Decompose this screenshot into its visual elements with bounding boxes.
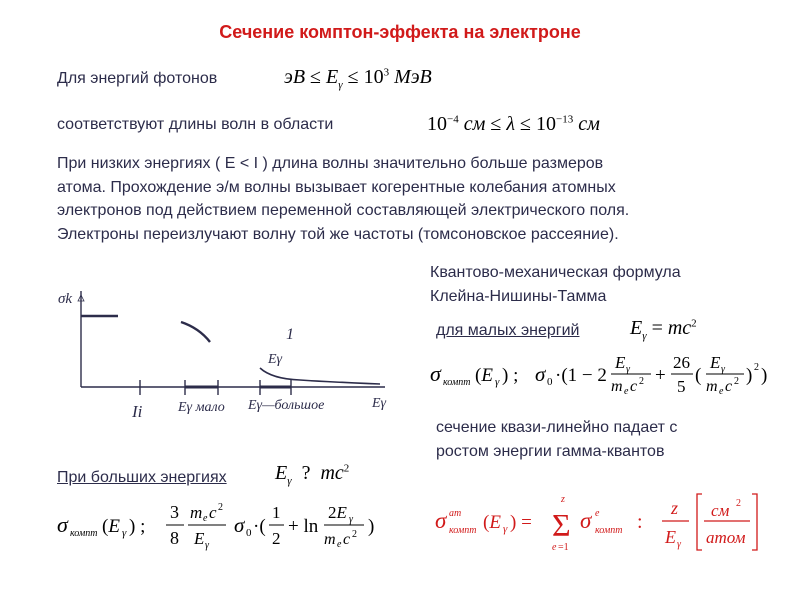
svg-text:z: z [671, 498, 679, 518]
svg-text:σ: σ [435, 508, 447, 533]
svg-text:см: см [711, 501, 730, 520]
cross-section-graph [50, 275, 400, 425]
svg-text:σ: σ [234, 513, 245, 537]
graph-y-label: σk [58, 291, 73, 307]
svg-text:σ: σ [57, 512, 68, 537]
svg-text:m: m [190, 503, 203, 522]
wavelength-range-formula: $10^{-4}$ см ≤ $\lambda \le 10^{-13}$ см [427, 113, 600, 135]
paragraph-line: При низких энергиях ( E < I ) длина волны значительно больше размеров [57, 155, 604, 172]
qm-formula-line: Клейна-Нишины-Тамма [430, 288, 607, 305]
svg-text:) ;: ) ; [502, 365, 519, 386]
svg-text:γ: γ [205, 540, 209, 551]
wavelength-label: соответствуют длины волн в области [57, 116, 334, 133]
svg-text:компт: компт [595, 525, 623, 536]
svg-text:E: E [615, 353, 626, 372]
svg-text:0: 0 [547, 376, 553, 388]
svg-text:E: E [710, 353, 721, 372]
svg-text:2: 2 [639, 376, 644, 387]
graph-tick-small-label: Eγ мало [178, 400, 225, 415]
svg-text:m: m [611, 378, 623, 395]
svg-text:m: m [706, 378, 718, 395]
large-energies-label: При больших энергиях [57, 469, 227, 486]
svg-text:γ: γ [677, 539, 681, 550]
decrease-note-line: сечение квази-линейно падает с [436, 419, 678, 436]
svg-text:c: c [725, 378, 733, 395]
svg-text:am: am [449, 508, 462, 519]
svg-text:(: ( [695, 365, 702, 386]
photon-energy-label: Для энергий фотонов [57, 70, 218, 87]
svg-text:): ) [746, 365, 753, 386]
svg-text:): ) [368, 516, 375, 537]
svg-text:2: 2 [754, 362, 759, 373]
svg-text:0: 0 [246, 527, 252, 539]
graph-tail-curve [260, 368, 380, 384]
svg-text:): ) [761, 365, 768, 386]
svg-text:Σ: Σ [552, 507, 571, 543]
svg-text:γ: γ [122, 527, 127, 539]
svg-text:z: z [561, 494, 565, 505]
svg-text:e: e [203, 513, 208, 524]
svg-text:γ: γ [349, 514, 353, 525]
qm-formula-heading [430, 261, 681, 309]
sigma-atom-formula [432, 488, 777, 560]
svg-text:) =: ) = [510, 512, 532, 533]
svg-text:·(1 − 2: ·(1 − 2 [555, 365, 607, 386]
svg-text:·(: ·( [253, 516, 266, 537]
svg-text:c: c [343, 531, 351, 548]
svg-text:(E: (E [475, 365, 493, 386]
svg-text:+: + [655, 365, 666, 386]
decrease-note-line: ростом энергии гамма-квантов [436, 443, 665, 460]
svg-text:1: 1 [272, 503, 281, 522]
svg-text:5: 5 [677, 377, 686, 396]
svg-text::: : [637, 511, 643, 533]
svg-text:σ: σ [580, 508, 592, 533]
svg-text:c: c [209, 503, 217, 522]
svg-text:(E: (E [483, 512, 501, 533]
svg-text:(E: (E [102, 516, 120, 537]
svg-text:компт: компт [70, 528, 98, 539]
energy-range-formula: эВ ≤ $E_\gamma \le 10^3$ МэВ [284, 66, 432, 91]
svg-text:компт: компт [443, 377, 471, 388]
svg-text:2: 2 [272, 529, 281, 548]
svg-text:σ: σ [430, 361, 441, 386]
svg-text:γ: γ [721, 364, 725, 375]
svg-text:3: 3 [170, 502, 179, 522]
decrease-note [436, 416, 677, 464]
svg-text:8: 8 [170, 528, 179, 548]
small-energies-label: для малых энергий [436, 322, 580, 339]
large-energies-condition: $E_\gamma$ ? $mc^2$ [275, 462, 350, 487]
svg-text:e: e [595, 508, 600, 519]
svg-text:атом: атом [706, 528, 746, 547]
graph-curve-label: 1 [286, 326, 294, 343]
svg-text:2: 2 [734, 376, 739, 387]
sigma-large-energy-formula [52, 494, 397, 558]
svg-text:γ: γ [495, 376, 500, 388]
svg-text:компт: компт [449, 525, 477, 536]
page-title: Сечение комптон-эффекта на электроне [219, 22, 581, 42]
svg-text:e: e [552, 542, 557, 553]
svg-text:E: E [194, 529, 205, 548]
svg-text:e: e [719, 386, 724, 397]
svg-text:γ: γ [626, 364, 630, 375]
paragraph-line: атома. Прохождение э/м волны вызывает когерентные колебания атомных [57, 178, 616, 196]
svg-text:+ ln: + ln [288, 516, 319, 537]
svg-text:e: e [624, 386, 629, 397]
paragraph-line: Электроны переизлучают волну той же частоты (томсоновское рассеяние). [57, 225, 619, 243]
svg-text:=1: =1 [558, 542, 569, 553]
svg-text:) ;: ) ; [129, 516, 146, 537]
svg-text:σ: σ [535, 362, 546, 386]
graph-tick-large-label: Eγ—большое [248, 398, 325, 413]
svg-text:2E: 2E [328, 503, 347, 522]
graph-x-axis-label: Eγ [372, 396, 387, 411]
svg-text:e: e [337, 539, 342, 550]
svg-text:2: 2 [352, 529, 357, 540]
graph-tick-I-label: Ii [132, 402, 143, 421]
paragraph-line: электронов под действием переменной составляющей электрического поля. [57, 202, 630, 219]
svg-text:m: m [324, 531, 336, 548]
low-energy-paragraph [57, 152, 777, 246]
graph-falling-segment [181, 322, 210, 342]
svg-text:E: E [665, 527, 676, 547]
svg-text:26: 26 [673, 353, 690, 372]
svg-text:c: c [630, 378, 638, 395]
qm-formula-line: Квантово-механическая формула [430, 264, 681, 281]
graph-curve-label-2: Eγ [268, 352, 283, 367]
svg-text:2: 2 [218, 502, 223, 513]
sigma-small-energy-formula [425, 348, 775, 398]
svg-text:2: 2 [736, 498, 741, 509]
small-energies-condition: $E_\gamma = mc^2$ [630, 317, 697, 342]
svg-text:γ: γ [503, 523, 508, 535]
